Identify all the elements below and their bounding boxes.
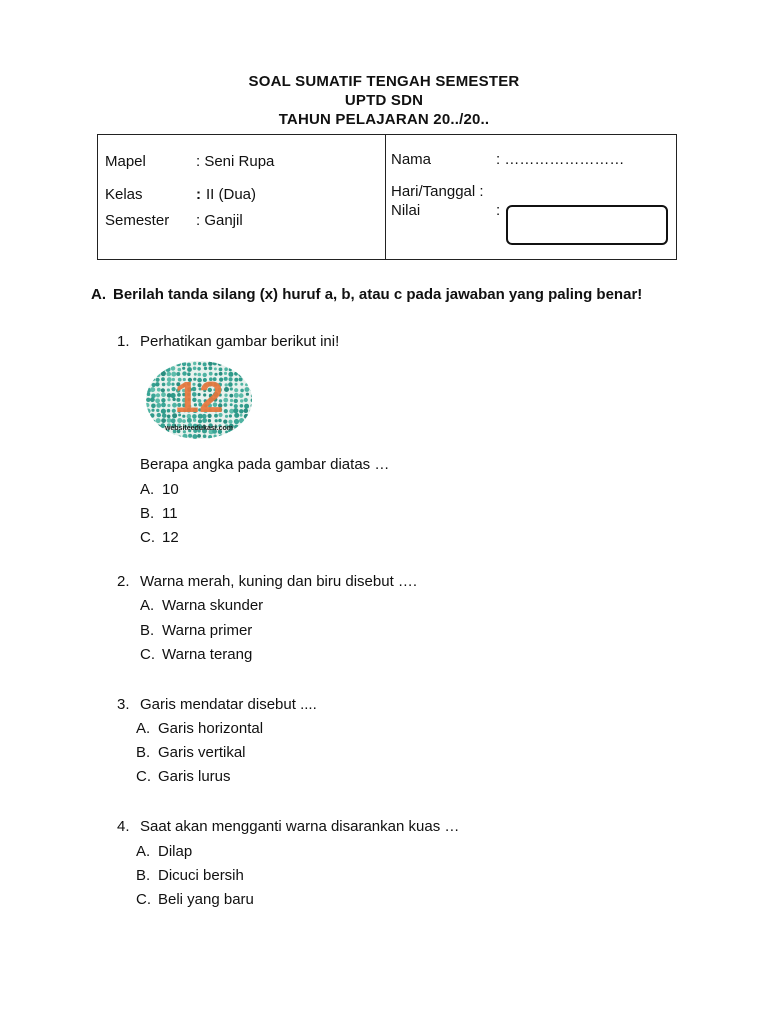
plate-dot [234,413,239,418]
plate-dot [203,434,207,438]
semester-value: : Ganjil [196,212,243,229]
plate-dot [223,398,228,403]
plate-dot [146,388,151,393]
plate-dot [235,383,238,386]
plate-dot [161,392,166,397]
mapel-label: Mapel [105,153,146,170]
plate-dot [214,435,217,438]
plate-dot [152,420,155,423]
option-letter: C. [140,529,155,546]
plate-dot [229,414,232,417]
plate-dot [162,383,166,387]
question-number: 1. [117,333,130,350]
plate-dot [145,367,150,372]
plate-dot [209,366,213,370]
plate-dot [188,434,192,438]
plate-dot [197,434,201,438]
plate-dot [240,414,243,417]
plate-dot [228,372,233,377]
plate-dot [240,399,243,402]
plate-dot [178,436,181,439]
plate-dot [176,361,181,366]
option-letter: A. [140,597,155,614]
plate-dot [214,367,217,370]
option-letter: B. [140,622,155,639]
plate-dot [245,418,250,423]
plate-dot [152,383,156,387]
option-text: 12 [162,529,179,546]
plate-dot [167,372,172,377]
plate-dot [234,399,238,403]
plate-dot [167,409,171,413]
option-letter: B. [140,505,155,522]
plate-dot [234,378,238,382]
plate-dot [230,399,233,402]
plate-dot [203,362,207,366]
plate-dot [167,377,172,382]
plate-dot [249,377,253,382]
plate-dot [249,383,253,388]
plate-dot [161,418,166,423]
option-letter: C. [136,891,151,908]
nilai-colon: : [496,202,501,219]
plate-number: 12 [174,373,224,422]
plate-dot [250,435,254,439]
plate-dot [150,397,155,402]
plate-dot [146,409,151,414]
option-letter: C. [140,646,155,663]
plate-dot [145,372,150,377]
plate-dot [219,368,223,372]
plate-dot [219,434,223,438]
plate-dot [157,362,161,366]
option-text: Warna skunder [162,597,264,614]
plate-dot [244,430,249,435]
plate-dot [245,425,248,428]
plate-watermark: websiteedukasi.com [164,425,234,432]
plate-dot [208,435,212,439]
plate-dot [156,430,159,433]
plate-dot [230,403,233,406]
plate-dot [234,393,239,398]
plate-dot [250,367,253,372]
plate-dot [151,368,154,371]
option-letter: A. [136,843,151,860]
plate-dot [238,372,243,377]
plate-dot [240,383,243,386]
plate-dot [244,414,249,419]
plate-dot [162,413,167,418]
plate-dot [234,367,237,370]
plate-dot [166,367,171,372]
plate-dot [224,372,227,375]
plate-dot [146,435,149,438]
plate-dot [250,429,253,433]
plate-dot [228,382,233,387]
plate-dot [240,435,244,439]
plate-dot [151,404,156,409]
plate-dot [234,388,238,392]
plate-dot [234,404,238,408]
plate-dot [152,435,156,439]
plate-dot [145,424,148,427]
plate-dot [229,377,233,381]
plate-dot [167,415,171,419]
nilai-score-box[interactable] [506,205,668,245]
plate-dot [171,361,176,366]
plate-dot [156,409,159,412]
plate-dot [167,418,172,423]
plate-dot [225,415,228,418]
plate-dot [171,434,175,438]
question-text: Perhatikan gambar berikut ini! [140,333,340,350]
plate-dot [146,398,150,402]
plate-dot [167,388,170,391]
plate-dot [150,413,155,418]
nilai-label: Nilai [391,202,421,219]
option-text: 11 [162,505,178,522]
semester-label: Semester [105,212,170,229]
plate-dot [157,435,161,439]
plate-dot [228,420,232,424]
plate-dot [161,368,165,372]
plate-dot [162,361,166,365]
option-text: Warna primer [162,622,253,639]
plate-dot [240,404,244,408]
plate-dot [157,413,161,417]
plate-dot [224,409,228,413]
plate-dot [161,403,166,408]
plate-dot [213,361,217,365]
plate-dot [151,429,155,433]
plate-dot [229,434,234,439]
plate-dot [251,413,254,417]
plate-dot [250,419,253,423]
plate-dot [239,362,244,367]
plate-dot [146,362,149,365]
plate-dot [171,366,176,371]
plate-dot [224,387,229,392]
plate-dot [223,420,227,424]
plate-dot [204,367,207,370]
plate-dot [145,381,150,386]
plate-dot [230,387,233,390]
question-text: Garis mendatar disebut .... [140,696,317,713]
plate-dot [240,389,244,393]
plate-dot [152,378,155,381]
plate-dot [235,435,238,438]
plate-dot [240,429,244,433]
plate-dot [239,367,243,371]
plate-dot [147,419,150,422]
kelas-colon: : [196,186,201,203]
plate-dot [182,367,185,370]
plate-dot [161,371,166,376]
nama-label: Nama [391,151,432,168]
plate-dot [178,368,182,372]
option-text: Garis horizontal [158,720,264,737]
title-line-school: UPTD SDN [344,92,424,109]
plate-dot [167,361,171,365]
plate-dot [156,403,161,408]
section-letter: A. [91,286,106,303]
plate-dot [193,362,196,365]
plate-dot [218,362,222,366]
plate-dot [239,425,243,429]
plate-dot [155,398,160,403]
question-number: 2. [117,573,130,590]
plate-dot [239,393,244,398]
plate-dot [193,367,197,371]
plate-dot [152,424,155,427]
plate-dot [250,410,254,414]
document-title [0,72,768,129]
plate-dot [239,377,243,381]
option-text: Dilap [158,843,193,860]
plate-dot [147,378,151,382]
question-number: 3. [117,696,130,713]
title-line-year: TAHUN PELAJARAN 20../20.. [278,111,490,128]
option-letter: A. [140,481,155,498]
plate-dot [245,387,250,392]
plate-dot [225,383,228,386]
plate-dot [229,362,233,366]
plate-dot [233,429,238,434]
plate-dot [161,377,165,381]
plate-dot [157,367,160,370]
plate-dot [224,377,228,381]
mapel-value: : Seni Rupa [196,153,275,170]
plate-dot [234,419,239,424]
plate-dot [225,362,229,366]
option-text: Beli yang baru [158,891,254,908]
option-text: Garis lurus [158,768,231,785]
section-instruction-text: Berilah tanda silang (x) huruf a, b, atau c pada jawaban yang paling benar! [113,286,643,303]
ishihara-color-plate-image [145,360,253,440]
question-number: 4. [117,818,130,835]
plate-dot [224,367,228,371]
question-text: Warna merah, kuning dan biru disebut …. [140,573,418,590]
question-text: Saat akan mengganti warna disarankan kuas … [140,818,460,835]
plate-dot [229,368,232,371]
plate-dot [151,362,154,365]
plate-dot [198,362,201,365]
plate-dot [161,388,165,392]
plate-dot [183,434,188,439]
plate-dot [157,388,161,392]
option-text: Dicuci bersih [158,867,244,884]
option-letter: B. [136,867,151,884]
plate-dot [161,409,166,414]
plate-dot [244,398,248,402]
plate-dot [156,393,160,397]
plate-dot [167,404,170,407]
plate-dot [187,363,191,367]
plate-dot [239,418,244,423]
plate-dot [150,387,155,392]
option-letter: A. [136,720,151,737]
plate-dot [145,430,149,434]
plate-dot [245,372,249,376]
plate-dot [245,362,250,367]
plate-dot [147,392,151,396]
plate-dot [167,435,170,438]
plate-dot [224,434,228,438]
plate-dot [151,409,154,412]
plate-dot [250,372,253,376]
plate-dot [224,403,228,407]
info-table [97,134,677,260]
plate-dot [233,408,238,413]
plate-dot [208,361,213,366]
plate-dot [156,373,160,377]
question-subtext: Berapa angka pada gambar diatas … [140,456,390,473]
plate-dot [182,362,186,366]
nama-value: : …………………… [496,151,625,168]
option-text: 10 [162,481,179,498]
option-letter: C. [136,768,151,785]
plate-dot [156,418,161,423]
title-line-exam: SOAL SUMATIF TENGAH SEMESTER [248,73,520,90]
plate-dot [250,361,253,365]
plate-dot [245,377,248,380]
option-text: Garis vertikal [158,744,246,761]
plate-dot [161,398,165,402]
plate-dot [229,394,233,398]
plate-dot [244,435,247,438]
plate-dot [161,435,165,439]
plate-dot [145,414,148,417]
plate-dot [245,367,248,370]
plate-dot [234,361,239,366]
plate-dot [151,372,156,377]
plate-dot [192,434,197,439]
plate-dot [156,378,160,382]
plate-dot [145,403,149,407]
plate-dot [239,409,243,413]
plate-dot [234,425,239,430]
plate-dot [187,367,192,372]
info-divider [385,135,386,259]
hari-tanggal-label: Hari/Tanggal : [391,183,484,200]
plate-dot [244,404,249,409]
plate-dot [244,408,249,413]
option-letter: B. [136,744,151,761]
option-text: Warna terang [162,646,253,663]
kelas-value: II (Dua) [206,186,257,203]
plate-dot [245,383,248,386]
plate-dot [249,424,253,429]
plate-dot [246,393,249,396]
plate-dot [157,425,161,429]
plate-dot [167,382,171,386]
plate-dot [234,372,238,376]
plate-dot [155,382,159,386]
plate-dot [197,367,201,371]
plate-dot [167,398,170,401]
plate-dot [224,394,227,397]
kelas-label: Kelas [105,186,143,203]
